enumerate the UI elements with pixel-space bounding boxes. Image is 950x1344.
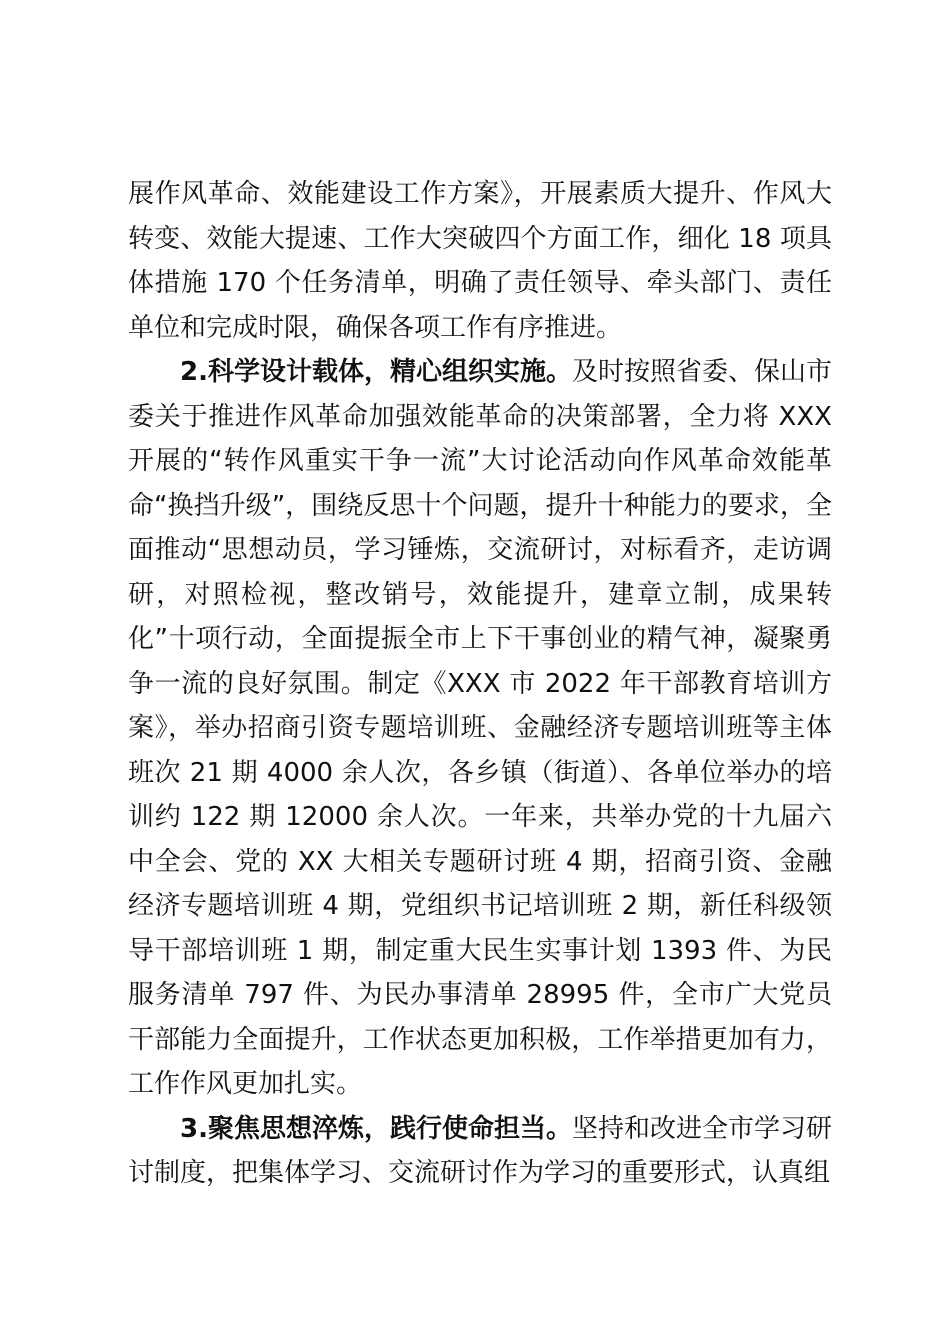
paragraph-3-body: 坚持和改进全市学习研讨制度，把集体学习、交流研讨作为学习的重要形式，认真组 (128, 1113, 832, 1188)
paragraph-1-body: 展作风革命、效能建设工作方案》，开展素质大提升、作风大转变、效能大提速、工作大突破四个方面工作，细化 18 项具体措施 170 个任务清单，明确了责任领导、牵头部门、责任单位和完成时限，确保各项工作有序推进。 (128, 179, 832, 343)
paragraph-2-body: 及时按照省委、保山市委关于推进作风革命加强效能革命的决策部署，全力将 XXX 开展的“转作风重实干争一流”大讨论活动向作风革命效能革命“换挡升级”，围绕反思十个问题，提升十种能力的要求，全面推动“思想动员，学习锤炼，交流研讨，对标看齐，走访调研，对照检视，整改销号，效能提升，建章立制，成果转化”十项行动，全面提振全市上下干事创业的精气神，凝聚勇争一流的良好氛围。制定《XXX 市 2022 年干部教育培训方案》，举办招商引资专题培训班、金融经济专题培训班等主体班次 21 期 4000 余人次，各乡镇（街道）、各单位举办的培训约 122 期 12000 余人次。一年来，共举办党的十九届六中全会、党的 XX 大相关专题研讨班 4 期，招商引资、金融经济专题培训班 4 期，党组织书记培训班 2 期，新任科级领导干部培训班 1 期，制定重大民生实事计划 1393 件、为民服务清单 797 件、为民办事清单 28995 件，全市广大党员干部能力全面提升，工作状态更加积极，工作举措更加有力，工作作风更加扎实。 (128, 357, 832, 1099)
document-page (128, 172, 832, 1196)
paragraph-1 (128, 172, 832, 350)
paragraph-3-heading: 3.聚焦思想淬炼，践行使命担当。 (180, 1113, 572, 1144)
paragraph-2-heading: 2.科学设计载体，精心组织实施。 (180, 357, 572, 387)
paragraph-3 (128, 1107, 832, 1196)
paragraph-2 (128, 350, 832, 1107)
